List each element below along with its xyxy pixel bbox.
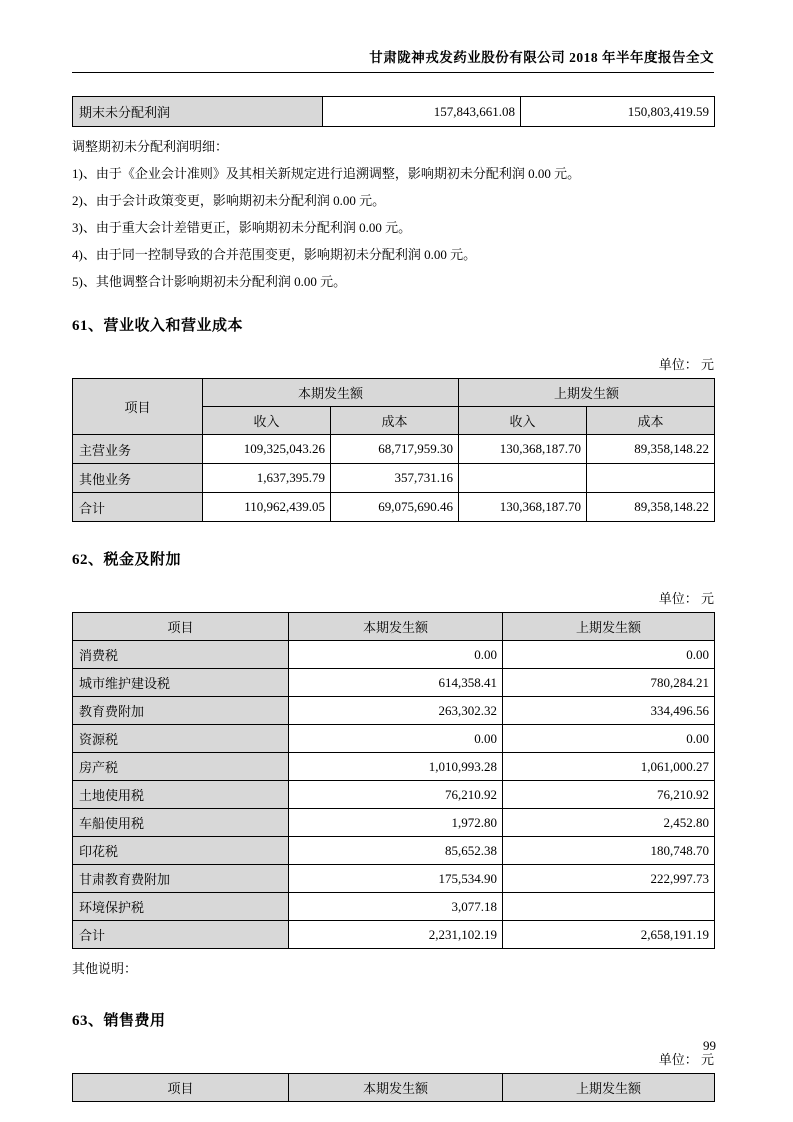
row-label: 消费税	[73, 641, 289, 669]
section-62-heading: 62、税金及附加	[72, 552, 182, 568]
cell-value: 0.00	[503, 641, 715, 669]
cell-value: 109,325,043.26	[203, 435, 331, 464]
table-row-main-business	[73, 435, 715, 464]
cell-value: 89,358,148.22	[587, 435, 715, 464]
other-notes-label: 其他说明：	[72, 961, 138, 976]
table-row	[73, 669, 715, 697]
table-row-other-business	[73, 464, 715, 493]
row-label: 期末未分配利润	[73, 97, 323, 127]
revenue-cost-table	[72, 378, 715, 522]
col-header-item: 项目	[73, 613, 289, 641]
row-label: 合计	[73, 493, 203, 522]
selling-expenses-table	[72, 1073, 715, 1102]
col-header-previous: 上期发生额	[503, 1074, 715, 1102]
cell-value	[587, 464, 715, 493]
col-header-income-current: 收入	[203, 407, 331, 435]
row-label: 房产税	[73, 753, 289, 781]
cell-value: 357,731.16	[331, 464, 459, 493]
table-row	[73, 837, 715, 865]
col-header-item: 项目	[73, 1074, 289, 1102]
cell-value	[459, 464, 587, 493]
col-header-cost-current: 成本	[331, 407, 459, 435]
cell-value: 76,210.92	[289, 781, 503, 809]
col-header-current: 本期发生额	[289, 1074, 503, 1102]
col-header-current: 本期发生额	[203, 379, 459, 407]
cell-value: 0.00	[289, 725, 503, 753]
note-item-4: 4)、由于同一控制导致的合并范围变更，影响期初未分配利润 0.00 元。	[72, 247, 477, 262]
section-63-heading: 63、销售费用	[72, 1013, 166, 1029]
table-row-total	[73, 493, 715, 522]
cell-value: 0.00	[289, 641, 503, 669]
cell-value: 2,231,102.19	[289, 921, 503, 949]
row-label: 合计	[73, 921, 289, 949]
note-item-5: 5)、其他调整合计影响期初未分配利润 0.00 元。	[72, 274, 347, 289]
col-header-cost-previous: 成本	[587, 407, 715, 435]
row-label: 环境保护税	[73, 893, 289, 921]
table-row	[73, 781, 715, 809]
cell-value: 334,496.56	[503, 697, 715, 725]
table-header-row	[73, 613, 715, 641]
cell-value: 1,637,395.79	[203, 464, 331, 493]
cell-value: 263,302.32	[289, 697, 503, 725]
row-label: 车船使用税	[73, 809, 289, 837]
table-row	[73, 893, 715, 921]
cell-value: 780,284.21	[503, 669, 715, 697]
cell-value: 1,061,000.27	[503, 753, 715, 781]
cell-value: 2,658,191.19	[503, 921, 715, 949]
cell-value: 614,358.41	[289, 669, 503, 697]
cell-value: 175,534.90	[289, 865, 503, 893]
col-header-current: 本期发生额	[289, 613, 503, 641]
cell-value: 85,652.38	[289, 837, 503, 865]
col-header-income-previous: 收入	[459, 407, 587, 435]
table-header-row	[73, 1074, 715, 1102]
note-item-3: 3)、由于重大会计差错更正，影响期初未分配利润 0.00 元。	[72, 220, 412, 235]
report-header: 甘肃陇神戎发药业股份有限公司 2018 年半年度报告全文	[72, 48, 714, 73]
table-row-total	[73, 921, 715, 949]
unit-label-63: 单位： 元	[658, 1052, 714, 1067]
table-row	[73, 97, 715, 127]
cell-value: 2,452.80	[503, 809, 715, 837]
cell-value: 76,210.92	[503, 781, 715, 809]
table-header-row	[73, 379, 715, 407]
cell-value: 130,368,187.70	[459, 435, 587, 464]
cell-value: 1,010,993.28	[289, 753, 503, 781]
row-label: 城市维护建设税	[73, 669, 289, 697]
row-label: 甘肃教育费附加	[73, 865, 289, 893]
table-row	[73, 865, 715, 893]
table-row	[73, 641, 715, 669]
notes-title: 调整期初未分配利润明细：	[72, 139, 229, 154]
current-period-value: 157,843,661.08	[323, 97, 521, 127]
cell-value: 130,368,187.70	[459, 493, 587, 522]
row-label: 教育费附加	[73, 697, 289, 725]
table-row	[73, 753, 715, 781]
row-label: 资源税	[73, 725, 289, 753]
col-header-previous: 上期发生额	[503, 613, 715, 641]
note-item-1: 1)、由于《企业会计准则》及其相关新规定进行追溯调整，影响期初未分配利润 0.00 元。	[72, 166, 581, 181]
cell-value: 180,748.70	[503, 837, 715, 865]
row-label: 主营业务	[73, 435, 203, 464]
row-label: 印花税	[73, 837, 289, 865]
cell-value: 110,962,439.05	[203, 493, 331, 522]
table-row	[73, 697, 715, 725]
cell-value: 3,077.18	[289, 893, 503, 921]
unit-label-62: 单位： 元	[658, 591, 714, 606]
cell-value	[503, 893, 715, 921]
adjustment-notes	[72, 139, 714, 290]
cell-value: 69,075,690.46	[331, 493, 459, 522]
page-number: 99	[703, 1038, 716, 1053]
note-item-2: 2)、由于会计政策变更，影响期初未分配利润 0.00 元。	[72, 193, 386, 208]
table-row	[73, 725, 715, 753]
section-61-heading: 61、营业收入和营业成本	[72, 318, 244, 334]
taxes-surcharges-table	[72, 612, 715, 949]
cell-value: 222,997.73	[503, 865, 715, 893]
unit-label-61: 单位： 元	[658, 357, 714, 372]
previous-period-value: 150,803,419.59	[521, 97, 715, 127]
table-row	[73, 809, 715, 837]
retained-earnings-table	[72, 96, 715, 127]
row-label: 土地使用税	[73, 781, 289, 809]
cell-value: 89,358,148.22	[587, 493, 715, 522]
cell-value: 68,717,959.30	[331, 435, 459, 464]
cell-value: 0.00	[503, 725, 715, 753]
row-label: 其他业务	[73, 464, 203, 493]
col-header-previous: 上期发生额	[459, 379, 715, 407]
cell-value: 1,972.80	[289, 809, 503, 837]
col-header-item: 项目	[73, 379, 203, 435]
